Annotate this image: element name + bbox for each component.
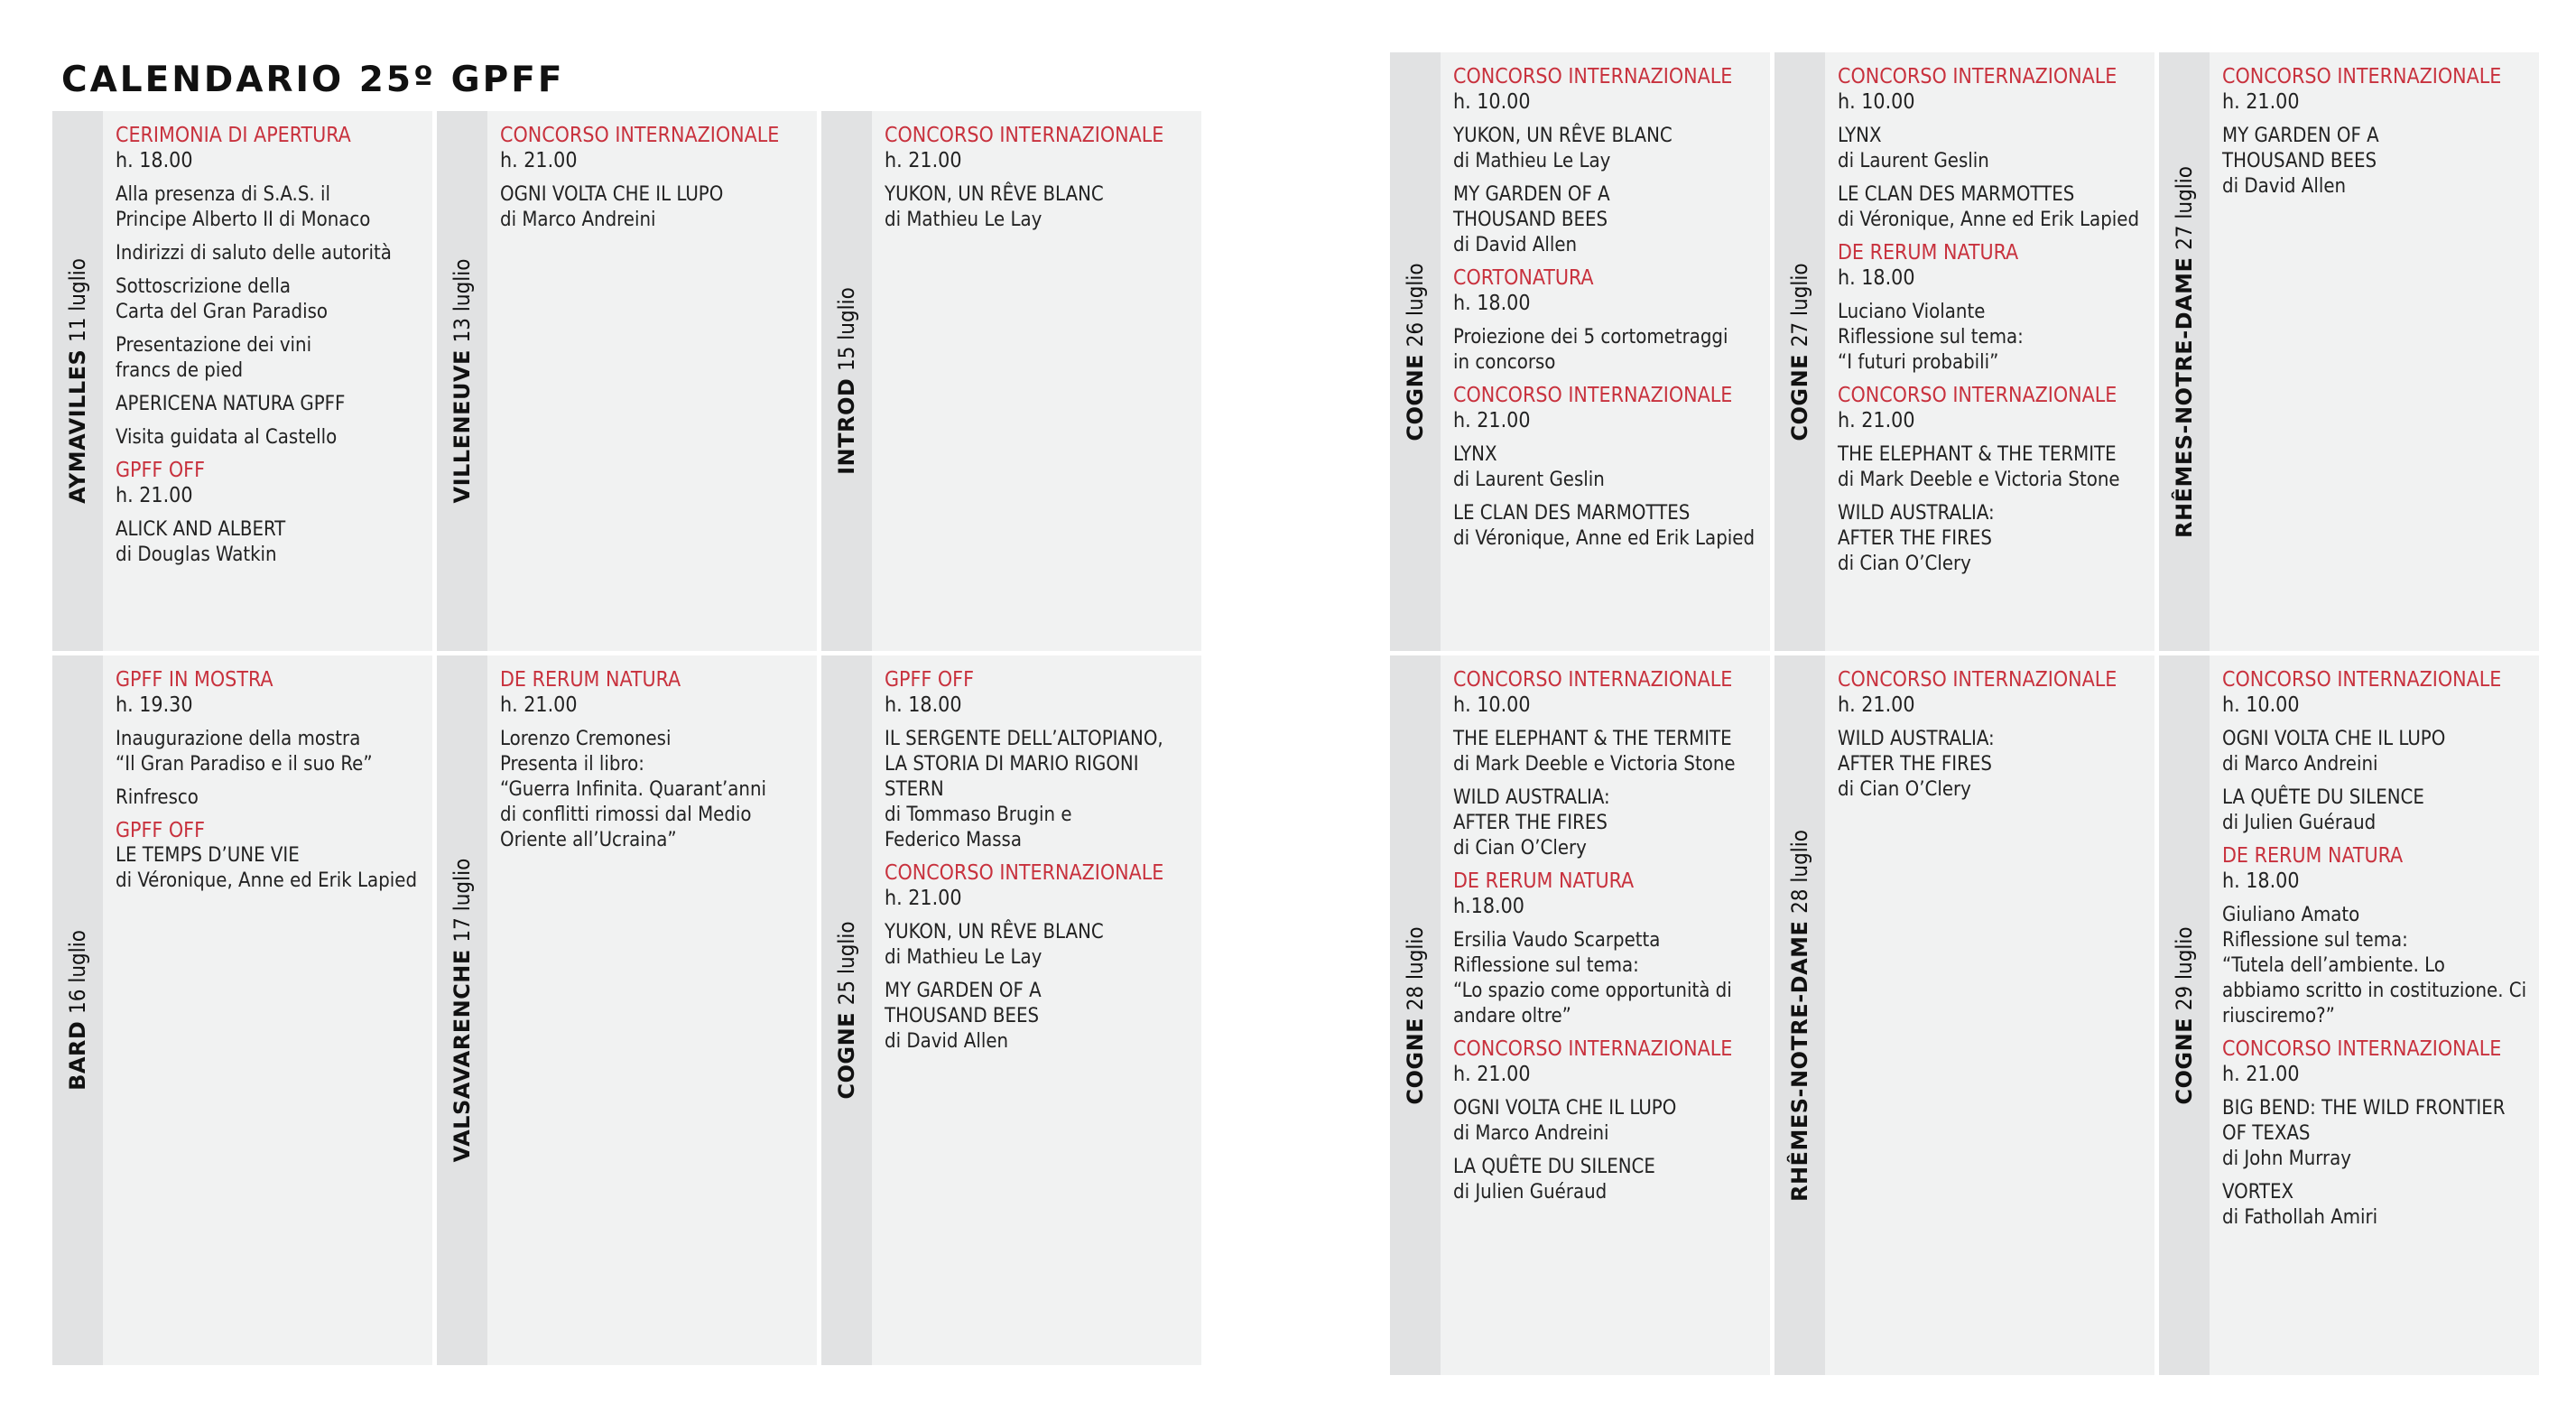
section-title: CONCORSO INTERNAZIONALE <box>1838 65 2117 88</box>
panel-bard-16 <box>52 655 432 1365</box>
section-title: CONCORSO INTERNAZIONALE <box>885 124 1164 147</box>
event-item: LYNX di Laurent Geslin <box>1453 443 1605 491</box>
event-item: YUKON, UN RÊVE BLANC di Mathieu Le Lay <box>885 921 1104 969</box>
event-item: MY GARDEN OF A THOUSAND BEES di David Allen <box>2222 125 2379 198</box>
section-time: h. 18.00 <box>2222 869 2300 893</box>
event-section <box>1838 65 2144 233</box>
event-section <box>1838 241 2144 376</box>
events-list <box>103 655 432 1365</box>
section-time: h. 18.00 <box>1453 292 1531 315</box>
event-section <box>2222 668 2528 836</box>
event-section <box>2222 1037 2528 1231</box>
event-date: 15 luglio <box>834 287 859 372</box>
panel-cogne-27 <box>1774 52 2154 651</box>
section-time: h. 21.00 <box>500 149 578 172</box>
event-section <box>116 668 422 811</box>
section-time: h. 21.00 <box>2222 90 2300 114</box>
panel-valsavarenche-17 <box>437 655 817 1365</box>
event-section <box>2222 65 2528 200</box>
event-section <box>1838 668 2144 803</box>
section-title: CORTONATURA <box>1453 266 1594 290</box>
section-title: CONCORSO INTERNAZIONALE <box>1453 384 1733 407</box>
section-title: DE RERUM NATURA <box>500 668 681 692</box>
section-title: CONCORSO INTERNAZIONALE <box>885 861 1164 885</box>
event-item: THE ELEPHANT & THE TERMITE di Mark Deeble e Victoria Stone <box>1453 728 1736 776</box>
events-list <box>2210 52 2539 651</box>
event-section <box>885 124 1191 233</box>
event-item: Proiezione dei 5 cortometraggi in concorso <box>1453 326 1728 374</box>
section-time: h. 10.00 <box>2222 693 2300 717</box>
venue-date-label <box>1403 926 1428 1104</box>
event-date: 29 luglio <box>2172 925 2197 1010</box>
venue-date-bar <box>52 655 103 1365</box>
event-section <box>116 459 422 568</box>
venue-date-bar <box>1390 52 1441 651</box>
section-time: h. 10.00 <box>1838 90 1915 114</box>
section-title: CONCORSO INTERNAZIONALE <box>500 124 780 147</box>
events-list <box>1825 655 2154 1375</box>
venue-date-bar <box>437 111 487 651</box>
event-item: LE CLAN DES MARMOTTES di Véronique, Anne ed Erik Lapied <box>1838 183 2140 231</box>
venue-date-label <box>449 259 475 504</box>
panel-cogne-29 <box>2159 655 2539 1375</box>
events-list <box>2210 655 2539 1375</box>
section-time: h. 21.00 <box>2222 1063 2300 1086</box>
event-item: WILD AUSTRALIA: AFTER THE FIRES di Cian O’Clery <box>1838 728 1995 801</box>
event-item: Lorenzo Cremonesi Presenta il libro: “Guerra Infinita. Quarant’anni di conflitti rimossi dal Medio Oriente all’Ucraina” <box>500 728 766 851</box>
venue-name: VALSAVARENCHE <box>449 949 475 1163</box>
venue-date-bar <box>1774 52 1825 651</box>
section-title: CONCORSO INTERNAZIONALE <box>1453 668 1733 692</box>
panel-rhemes-27 <box>2159 52 2539 651</box>
venue-date-label <box>2172 165 2197 537</box>
panel-cogne-26 <box>1390 52 1770 651</box>
event-section <box>885 861 1191 1055</box>
venue-date-label <box>834 921 859 1099</box>
event-date: 27 luglio <box>1787 262 1812 347</box>
venue-date-bar <box>821 111 872 651</box>
event-item: VORTEX di Fathollah Amiri <box>2222 1181 2378 1229</box>
event-item: MY GARDEN OF A THOUSAND BEES di David Allen <box>885 980 1042 1053</box>
event-item: YUKON, UN RÊVE BLANC di Mathieu Le Lay <box>885 183 1104 231</box>
section-time: h. 21.00 <box>1838 693 1915 717</box>
event-section <box>1453 1037 1759 1205</box>
section-title: CONCORSO INTERNAZIONALE <box>2222 65 2502 88</box>
venue-date-label <box>834 287 859 475</box>
event-section <box>1453 266 1759 376</box>
events-list <box>487 655 817 1365</box>
section-time: h. 18.00 <box>116 149 193 172</box>
panel-cogne-28 <box>1390 655 1770 1375</box>
event-item: OGNI VOLTA CHE IL LUPO di Marco Andreini <box>2222 728 2446 776</box>
venue-name: RHÊMES-NOTRE-DAME <box>1787 920 1812 1202</box>
event-item: ALICK AND ALBERT di Douglas Watkin <box>116 518 286 566</box>
section-title: GPFF OFF <box>116 819 205 842</box>
venue-date-bar <box>1774 655 1825 1375</box>
event-date: 28 luglio <box>1403 925 1428 1010</box>
event-item: APERICENA NATURA GPFF <box>116 393 346 415</box>
event-item: Ersilia Vaudo Scarpetta Riflessione sul tema: “Lo spazio come opportunità di andare oltre” <box>1453 929 1732 1027</box>
event-item: YUKON, UN RÊVE BLANC di Mathieu Le Lay <box>1453 125 1673 172</box>
section-time: h. 21.00 <box>885 149 962 172</box>
event-item: LYNX di Laurent Geslin <box>1838 125 1989 172</box>
event-date: 16 luglio <box>65 930 90 1015</box>
event-date: 25 luglio <box>834 921 859 1006</box>
event-item: Inaugurazione della mostra “Il Gran Paradiso e il suo Re” <box>116 728 373 776</box>
section-time: h. 18.00 <box>1838 266 1915 290</box>
section-time: h. 19.30 <box>116 693 193 717</box>
section-time: h. 10.00 <box>1453 90 1531 114</box>
event-item: Luciano Violante Riflessione sul tema: “I futuri probabili” <box>1838 301 2024 374</box>
event-date: 28 luglio <box>1787 829 1812 914</box>
event-item: Giuliano Amato Riflessione sul tema: “Tutela dell’ambiente. Lo abbiamo scritto in costituzione. Ci riusciremo?” <box>2222 904 2527 1027</box>
event-item: BIG BEND: THE WILD FRONTIER OF TEXAS di John Murray <box>2222 1097 2506 1170</box>
panel-introd-15 <box>821 111 1201 651</box>
event-item: Indirizzi di saluto delle autorità <box>116 242 392 265</box>
venue-date-bar <box>821 655 872 1365</box>
section-time: h. 18.00 <box>885 693 962 717</box>
venue-date-bar <box>1390 655 1441 1375</box>
section-title: CONCORSO INTERNAZIONALE <box>2222 1037 2502 1061</box>
section-time: h. 21.00 <box>116 484 193 507</box>
venue-date-bar <box>2159 655 2210 1375</box>
section-time: h. 10.00 <box>1453 693 1531 717</box>
section-title: CONCORSO INTERNAZIONALE <box>2222 668 2502 692</box>
section-time: h.18.00 <box>1453 895 1524 918</box>
venue-name: COGNE <box>2172 1017 2197 1105</box>
event-item: OGNI VOLTA CHE IL LUPO di Marco Andreini <box>500 183 724 231</box>
section-time: h. 21.00 <box>1453 1063 1531 1086</box>
events-list <box>872 111 1201 651</box>
section-time: h. 21.00 <box>500 693 578 717</box>
event-date: 13 luglio <box>449 258 475 343</box>
event-item: Rinfresco <box>116 786 199 809</box>
event-item: THE ELEPHANT & THE TERMITE di Mark Deeble e Victoria Stone <box>1838 443 2120 491</box>
venue-name: INTROD <box>834 377 859 475</box>
event-item: LA QUÊTE DU SILENCE di Julien Guéraud <box>1453 1156 1655 1204</box>
event-item: LA QUÊTE DU SILENCE di Julien Guéraud <box>2222 786 2424 834</box>
venue-date-label <box>1787 829 1812 1201</box>
event-item: WILD AUSTRALIA: AFTER THE FIRES di Cian O’Clery <box>1453 786 1610 860</box>
events-list <box>1825 52 2154 651</box>
event-section <box>1453 65 1759 258</box>
section-title: CONCORSO INTERNAZIONALE <box>1453 1037 1733 1061</box>
section-title: GPFF IN MOSTRA <box>116 668 273 692</box>
section-title: GPFF OFF <box>885 668 974 692</box>
event-item: WILD AUSTRALIA: AFTER THE FIRES di Cian O’Clery <box>1838 502 1995 575</box>
venue-name: COGNE <box>834 1011 859 1100</box>
event-item: LE TEMPS D’UNE VIE di Véronique, Anne ed Erik Lapied <box>116 844 418 892</box>
panel-cogne-25 <box>821 655 1201 1365</box>
section-time: h. 21.00 <box>1453 409 1531 432</box>
events-list <box>487 111 817 651</box>
event-section <box>1838 384 2144 577</box>
events-list <box>1441 655 1770 1375</box>
section-title: GPFF OFF <box>116 459 205 482</box>
event-date: 27 luglio <box>2172 165 2197 250</box>
venue-date-label <box>2172 926 2197 1104</box>
section-title: DE RERUM NATURA <box>1838 241 2019 265</box>
event-section <box>1453 384 1759 552</box>
event-section <box>500 668 806 853</box>
panel-aymavilles-11 <box>52 111 432 651</box>
event-item: Sottoscrizione della Carta del Gran Paradiso <box>116 275 329 323</box>
section-title: DE RERUM NATURA <box>2222 844 2404 868</box>
venue-date-bar <box>52 111 103 651</box>
event-section <box>1453 668 1759 861</box>
venue-date-label <box>65 258 90 504</box>
venue-date-bar <box>437 655 487 1365</box>
event-item: Presentazione dei vini francs de pied <box>116 334 312 382</box>
section-title: CONCORSO INTERNAZIONALE <box>1838 668 2117 692</box>
venue-name: AYMAVILLES <box>65 349 90 504</box>
section-title: CONCORSO INTERNAZIONALE <box>1838 384 2117 407</box>
venue-date-label <box>1787 263 1812 441</box>
section-title: CERIMONIA DI APERTURA <box>116 124 351 147</box>
venue-date-label <box>449 859 475 1163</box>
venue-name: VILLENEUVE <box>449 349 475 504</box>
event-section <box>885 668 1191 853</box>
venue-name: COGNE <box>1403 1017 1428 1105</box>
event-section <box>500 124 806 233</box>
event-section <box>1453 869 1759 1029</box>
panel-rhemes-28 <box>1774 655 2154 1375</box>
event-item: Visita guidata al Castello <box>116 426 338 449</box>
venue-name: COGNE <box>1403 353 1428 441</box>
page-title: CALENDARIO 25º GPFF <box>61 60 565 100</box>
event-section <box>116 819 422 894</box>
event-item: MY GARDEN OF A THOUSAND BEES di David Allen <box>1453 183 1610 256</box>
venue-name: BARD <box>65 1020 90 1091</box>
venue-name: COGNE <box>1787 353 1812 441</box>
venue-name: RHÊMES-NOTRE-DAME <box>2172 256 2197 538</box>
section-title: DE RERUM NATURA <box>1453 869 1635 893</box>
panel-villeneuve-13 <box>437 111 817 651</box>
events-list <box>103 111 432 651</box>
venue-date-bar <box>2159 52 2210 651</box>
venue-date-label <box>1403 263 1428 441</box>
event-item: IL SERGENTE DELL’ALTOPIANO, LA STORIA DI MARIO RIGONI STERN di Tommaso Brugin e Federico Massa <box>885 728 1163 851</box>
event-section <box>116 124 422 451</box>
event-section <box>2222 844 2528 1029</box>
event-item: Alla presenza di S.A.S. il Principe Alberto II di Monaco <box>116 183 371 231</box>
event-date: 17 luglio <box>449 858 475 943</box>
events-list <box>872 655 1201 1365</box>
section-time: h. 21.00 <box>1838 409 1915 432</box>
event-date: 11 luglio <box>65 258 90 343</box>
event-date: 26 luglio <box>1403 262 1428 347</box>
event-item: LE CLAN DES MARMOTTES di Véronique, Anne ed Erik Lapied <box>1453 502 1756 550</box>
section-title: CONCORSO INTERNAZIONALE <box>1453 65 1733 88</box>
venue-date-label <box>65 930 90 1091</box>
events-list <box>1441 52 1770 651</box>
event-item: OGNI VOLTA CHE IL LUPO di Marco Andreini <box>1453 1097 1677 1145</box>
section-time: h. 21.00 <box>885 887 962 910</box>
